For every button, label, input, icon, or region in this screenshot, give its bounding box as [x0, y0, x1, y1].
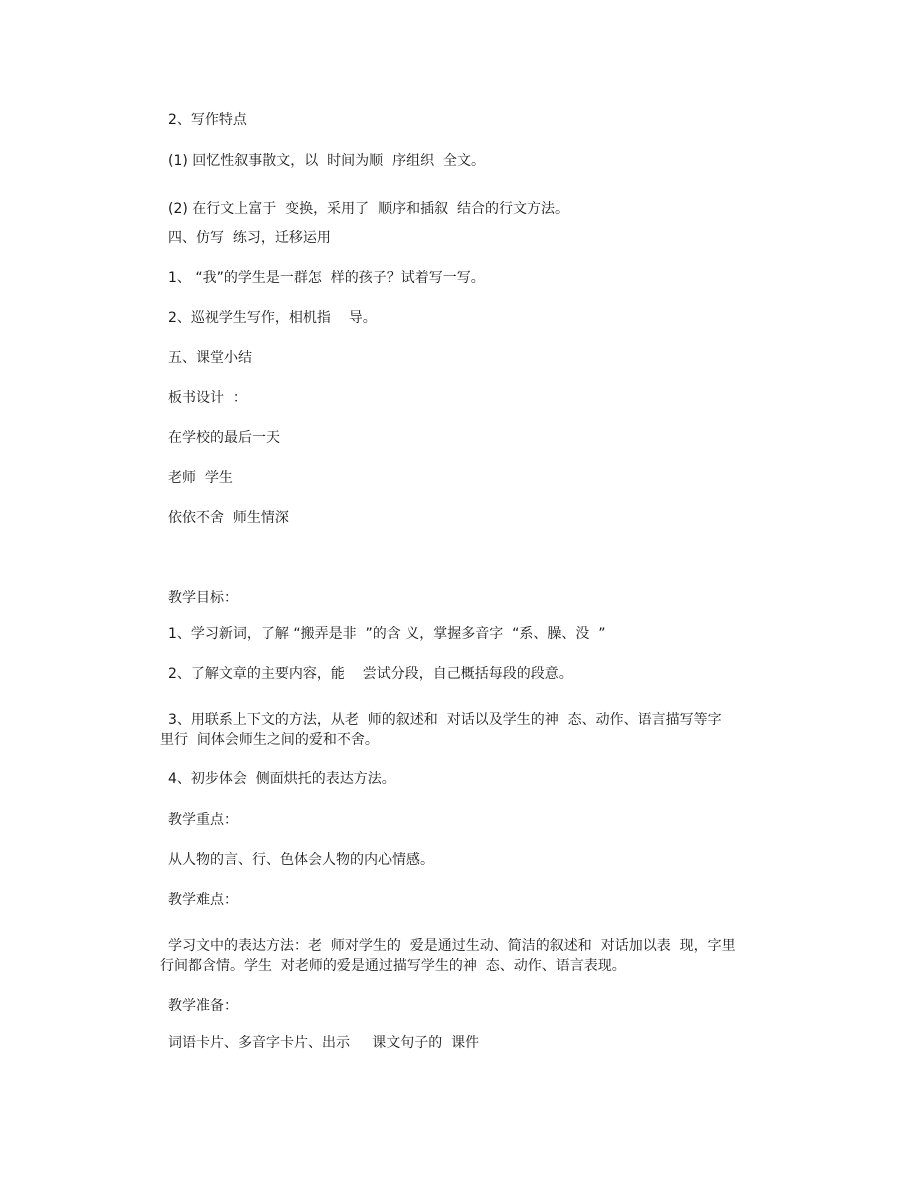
teaching-goal-3: 3、用联系上下文的方法，从老 师的叙述和 对话以及学生的神 态、动作、语言描写等字 — [168, 712, 722, 728]
key-points-heading: 教学重点： — [168, 812, 238, 828]
writing-feature-1: (1) 回忆性叙事散文，以 时间为顺 序组织 全文。 — [168, 153, 485, 169]
section-heading-summary: 五、课堂小结 — [168, 350, 252, 366]
difficulties-heading: 教学难点： — [168, 892, 238, 908]
preparation-content: 词语卡片、多音字卡片、出示 课文句子的 课件 — [168, 1035, 480, 1051]
board-design-title: 在学校的最后一天 — [168, 430, 280, 446]
teaching-goal-1: 1、学习新词，了解 “搬弄是非 ”的含 义，掌握多音字 “系、臊、没 ” — [168, 626, 606, 642]
writing-feature-2: (2) 在行文上富于 变换，采用了 顺序和插叙 结合的行文方法。 — [168, 201, 569, 217]
preparation-heading: 教学准备： — [168, 998, 238, 1014]
teaching-goal-2: 2、了解文章的主要内容，能 尝试分段，自己概括每段的段意。 — [168, 666, 573, 682]
teaching-goals-heading: 教学目标： — [168, 590, 238, 606]
imitation-item-2: 2、巡视学生写作，相机指 导。 — [168, 310, 377, 326]
section-heading-writing-features: 2、写作特点 — [168, 112, 247, 128]
board-design-roles: 老师 学生 — [168, 470, 233, 486]
teaching-goal-3-continued: 里行 间体会师生之间的爱和不舍。 — [160, 732, 379, 748]
board-design-label: 板书设计 ： — [168, 390, 247, 406]
difficulties-content-continued: 行间都含情。学生 对老师的爱是通过描写学生的神 态、动作、语言表现。 — [160, 958, 626, 974]
teaching-goal-4: 4、初步体会 侧面烘托的表达方法。 — [168, 771, 396, 787]
difficulties-content: 学习文中的表达方法：老 师对学生的 爱是通过生动、简洁的叙述和 对话加以表 现，字里 — [168, 938, 736, 954]
section-heading-imitation: 四、仿写 练习，迁移运用 — [168, 230, 331, 246]
imitation-item-1: 1、 “我”的学生是一群怎 样的孩子？试着写一写。 — [168, 270, 485, 286]
board-design-theme: 依依不舍 师生情深 — [168, 510, 289, 526]
key-points-content: 从人物的言、行、色体会人物的内心情感。 — [168, 852, 434, 868]
